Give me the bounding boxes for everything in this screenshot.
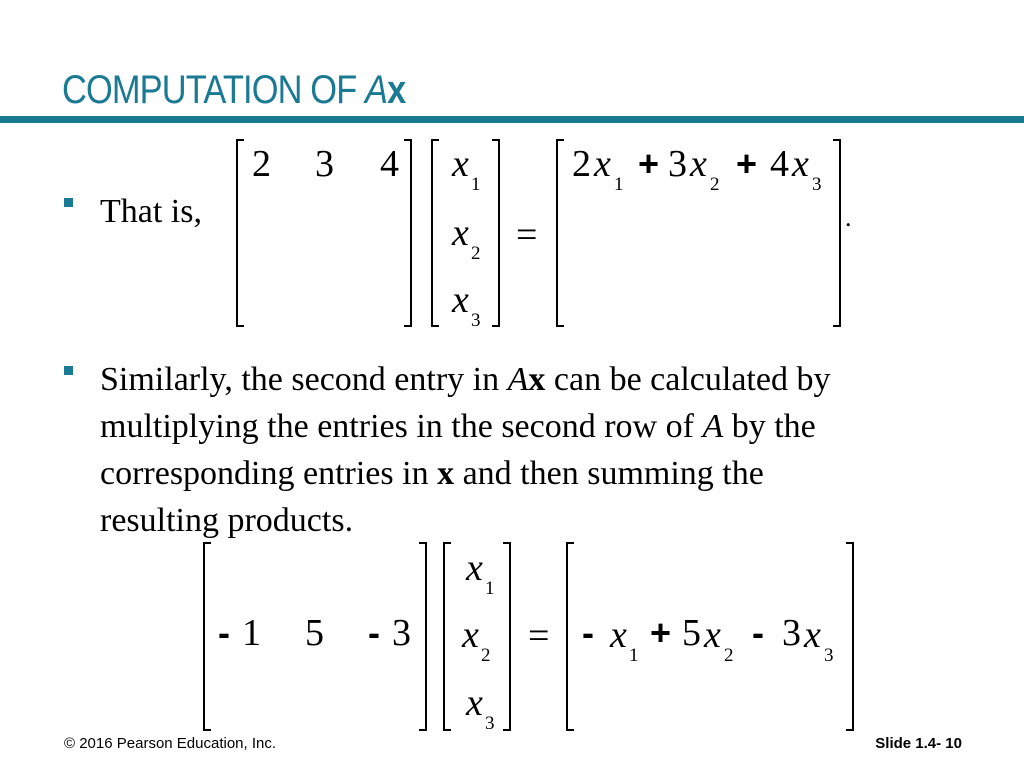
eq2-minus-sign: - [218, 612, 230, 653]
eq1-result-x: x [690, 143, 707, 185]
slide-number: Slide 1.4- 10 [875, 735, 962, 752]
eq2-vector-x: x [462, 614, 479, 656]
eq1-period: . [845, 203, 852, 232]
eq1-result-coef: 4 [770, 143, 789, 185]
eq2-result-coef: 5 [682, 612, 701, 654]
eq2-result-plus: + [650, 612, 672, 653]
text-run: corresponding entries in [100, 455, 438, 492]
eq2-result-minus: - [752, 612, 764, 653]
text-run: Similarly, the second entry in [100, 361, 508, 398]
eq2-result-sub: 1 [629, 645, 639, 666]
eq2-matrix-right-bracket [419, 543, 426, 730]
eq2-vector-sub: 1 [485, 578, 495, 599]
eq1-vector-x: x [452, 212, 469, 254]
text-run: can be calculated by [545, 361, 831, 398]
eq2-vector-sub: 2 [481, 645, 491, 666]
eq1-result-x: x [594, 143, 611, 185]
vector-symbol: x [528, 361, 546, 398]
eq2-result-left-bracket [567, 543, 574, 730]
eq1-result-coef: 3 [668, 143, 687, 185]
eq2-result-x: x [610, 614, 627, 656]
eq1-vector-x: x [452, 143, 469, 185]
eq1-result-x: x [792, 143, 809, 185]
bullet-1-label: That is, [100, 193, 202, 230]
eq2-matrix-entry-2: 5 [305, 612, 324, 654]
text-run: by the [723, 408, 816, 445]
text-run: multiplying the entries in the second row of [100, 408, 703, 445]
eq1-vector-sub: 3 [471, 310, 481, 331]
eq1-matrix-entry-2: 3 [315, 143, 334, 185]
eq2-result-sub: 3 [824, 645, 834, 666]
copyright-notice: © 2016 Pearson Education, Inc. [64, 735, 277, 752]
eq2-matrix-entry-3: 3 [392, 612, 411, 654]
eq2-result-x: x [704, 614, 721, 656]
eq1-result-sub: 1 [614, 174, 624, 195]
eq2-result-minus: - [582, 612, 594, 653]
eq1-matrix-entry-1: 2 [252, 143, 271, 185]
eq2-result-sub: 2 [724, 645, 734, 666]
eq2-matrix-entry-1: 1 [242, 612, 261, 654]
text-run: and then summing the [454, 455, 764, 492]
title-vector-symbol: x [387, 68, 406, 112]
eq2-result-coef: 3 [782, 612, 801, 654]
matrix-symbol: A [702, 408, 724, 445]
matrix-symbol: A [507, 361, 529, 398]
eq2-result-right-bracket [846, 543, 853, 730]
eq1-result-sub: 3 [812, 174, 822, 195]
eq2-vector-x: x [466, 547, 483, 589]
eq1-vector-sub: 2 [471, 243, 481, 264]
eq2-vector-x: x [466, 682, 483, 724]
eq2-vector-right-bracket [503, 543, 510, 730]
eq2-result-x: x [804, 614, 821, 656]
eq1-result-plus: + [638, 143, 660, 184]
eq1-result-coef: 2 [572, 143, 591, 185]
eq2-vector-sub: 3 [485, 713, 495, 734]
title-prefix: COMPUTATION OF [62, 68, 366, 112]
eq2-matrix-left-bracket [204, 543, 211, 730]
eq1-matrix-entry-3: 4 [380, 143, 399, 185]
eq1-vector-sub: 1 [471, 174, 481, 195]
eq2-minus-sign: - [368, 612, 380, 653]
eq2-vector-left-bracket [444, 543, 451, 730]
eq1-result-sub: 2 [710, 174, 720, 195]
eq2-equals-sign: = [528, 615, 550, 657]
eq1-equals-sign: = [516, 214, 538, 256]
title-matrix-symbol: A [365, 68, 388, 112]
eq1-result-plus: + [736, 143, 758, 184]
text-run: resulting products. [100, 502, 354, 539]
eq1-vector-x: x [452, 279, 469, 321]
vector-symbol: x [437, 455, 455, 492]
